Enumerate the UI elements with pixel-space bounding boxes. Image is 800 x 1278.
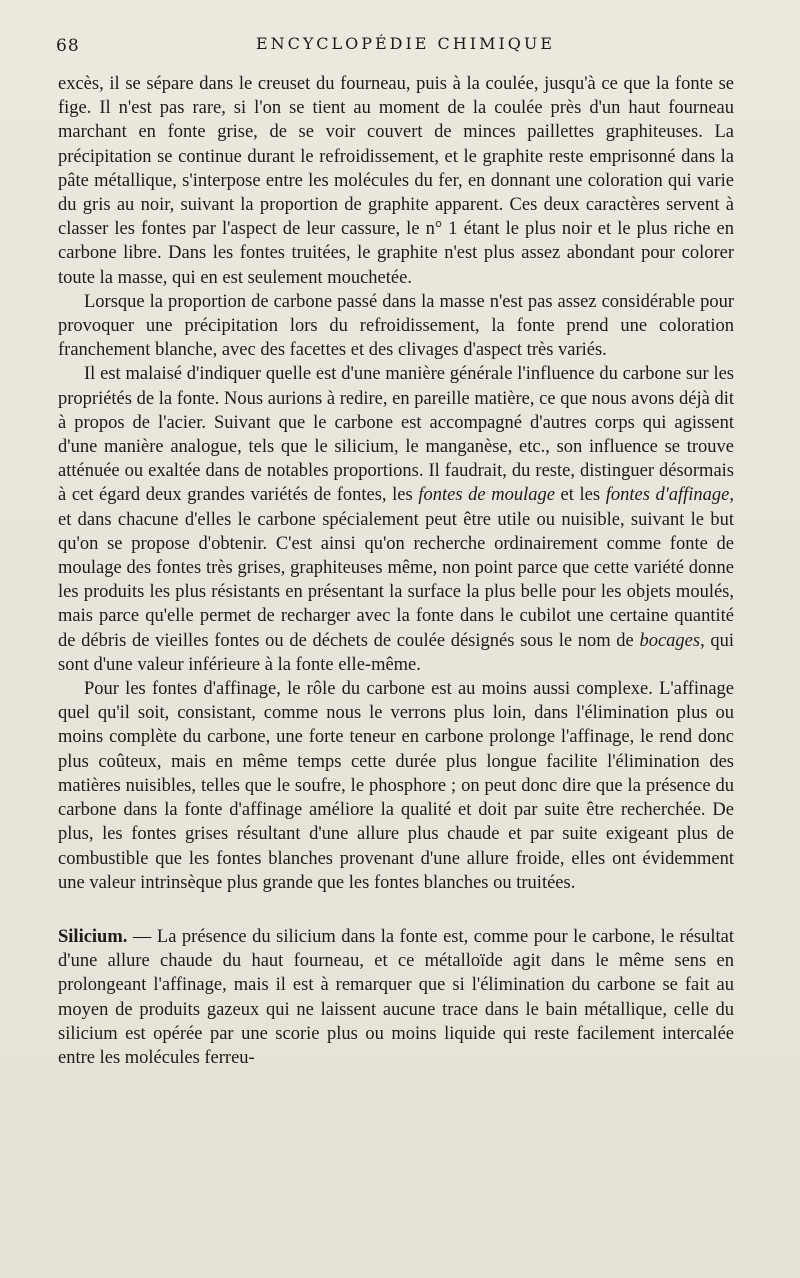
body-text	[58, 72, 734, 1070]
italic-term-fontes-daffinage: fontes d'affinage	[605, 485, 730, 506]
page-number: 68	[56, 36, 80, 56]
paragraph-carbon-influence	[58, 362, 734, 677]
paragraph-text-segment: et les	[554, 485, 606, 506]
paragraph-fontes-daffinage: Pour les fontes d'affinage, le rôle du carbone est au moins aussi complexe. L'affinage quel qu'il soit, consistant, comme nous le verrons plus loin, dans l'élimination plus ou moins complète du carbone, une forte teneur en carbone prolonge l'affinage, le rend donc plus coûteux, mais en même temps cette durée plus longue facilite l'élimination des matières nuisibles, telles que le soufre, le phosphore ; on peut donc dire que la présence du carbone dans la fonte d'affinage améliore la qualité et doit par suite être recherchée. De plus, les fontes grises résultant d'une allure plus chaude et par suite exigeant plus de combustible que les fontes blanches provenant d'une allure froide, elles ont évidemment une valeur intrinsèque plus grande que les fontes blanches ou truitées.	[58, 679, 734, 893]
running-title: ENCYCLOPÉDIE CHIMIQUE	[256, 34, 556, 53]
italic-term-bocages: bocages	[639, 630, 701, 651]
paragraph-text-segment: — La présence du silicium dans la fonte est, comme pour le carbone, le résultat d'une allure chaude du haut fourneau, et ce métalloïde agit dans le même sens en prolongeant l'affinage, mais il est à remarquer que si l'élimination du carbone se fait au moyen de produits gazeux qui ne laissent aucune trace dans le bain métallique, celle du silicium est opérée par une scorie plus ou moins liquide qui reste facilement intercalée entre les molécules ferreu-	[58, 926, 734, 1068]
paragraph-graphite-precipitation: excès, il se sépare dans le creuset du fourneau, puis à la coulée, jusqu'à ce que la fonte se fige. Il n'est pas rare, si l'on se tient au moment de la coulée près d'un haut fourneau marchant en fonte grise, de se voir couvert de minces paillettes graphiteuses. La précipitation se continue durant le refroidissement, et le graphite reste emprisonné dans la pâte métallique, s'interpose entre les molécules du fer, en donnant une coloration qui varie du gris au noir, suivant la proportion de graphite apparent. Ces deux caractères servent à classer les fontes par l'aspect de leur cassure, le n° 1 étant le plus noir et le plus riche en carbone libre. Dans les fontes truitées, le graphite n'est plus assez abondant pour colorer toute la masse, qui en est seulement mouchetée.	[58, 74, 734, 288]
paragraph-text-segment: , et dans chacune d'elles le carbone spécialement peut être utile ou nuisible, suivant le but qu'on se propose d'obtenir. C'est ainsi qu'on recherche ordinairement comme fonte de moulage des fontes très grises, graphiteuses même, non point parce que cette variété donne les produits les plus résistants en présentant la surface la plus belle pour les objets moulés, mais parce qu'elle permet de recharger avec la fonte dans le cubilot une certaine quantité de débris de vieilles fontes ou de déchets de coulée désignés sous le nom de	[58, 485, 734, 651]
paragraph-text-segment: , qui sont d'une valeur inférieure à la fonte elle-même.	[58, 630, 735, 675]
paragraph-silicium	[58, 925, 734, 1070]
page-header	[56, 30, 746, 60]
section-title-silicium: Silicium.	[58, 926, 128, 947]
italic-term-fontes-de-moulage: fontes de moulage	[418, 485, 555, 506]
paragraph-text-segment: Il est malaisé d'indiquer quelle est d'une manière générale l'influence du carbone sur les propriétés de la fonte. Nous aurions à redire, en pareille matière, ce que nous avons déjà dit à propos de l'acier. Suivant que le carbone est accompagné d'autres corps qui agissent d'une manière analogue, tels que le silicium, le manganèse, etc., son influence se trouve atténuée ou exaltée dans de notables proportions. Il faudrait, du reste, distinguer désormais à cet égard deux grandes variétés de fontes, les	[58, 364, 734, 506]
paragraph-white-cast-iron: Lorsque la proportion de carbone passé dans la masse n'est pas assez considérable pour provoquer une précipitation lors du refroidissement, la fonte prend une coloration franchement blanche, avec des facettes et des clivages d'aspect très variés.	[58, 291, 734, 361]
